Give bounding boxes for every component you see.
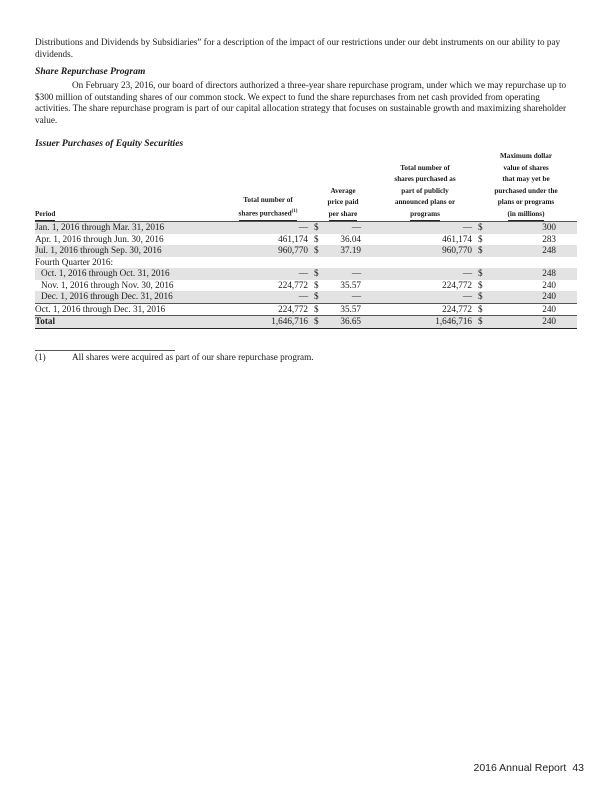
table-row bbox=[35, 222, 577, 234]
page-footer bbox=[473, 762, 584, 774]
row-currency: $ bbox=[475, 245, 489, 257]
row-max-value: 240 bbox=[489, 291, 577, 303]
row-shares: 224,772 bbox=[278, 279, 308, 290]
row-max-value: 240 bbox=[489, 316, 577, 329]
table-header-row bbox=[35, 151, 577, 222]
row-plan-shares bbox=[375, 257, 475, 269]
row-shares: — bbox=[225, 291, 311, 303]
issuer-purchases-heading: Issuer Purchases of Equity Securities bbox=[35, 138, 184, 149]
row-period: Oct. 1, 2016 through Oct. 31, 2016 bbox=[35, 268, 225, 280]
row-shares: — bbox=[225, 268, 311, 280]
page-number: 43 bbox=[572, 762, 584, 774]
header-max-value: Maximum dollar value of shares that may yet be purchased under the plans or programs (in millions) bbox=[475, 151, 577, 222]
row-avg-price: — bbox=[325, 268, 375, 280]
table-row bbox=[35, 291, 577, 303]
row-currency: $ bbox=[475, 303, 489, 316]
row-currency: $ bbox=[478, 279, 483, 290]
row-shares: 960,770 bbox=[225, 245, 311, 257]
row-period: Total bbox=[35, 316, 225, 329]
row-max-value: 248 bbox=[489, 268, 577, 280]
row-period: Fourth Quarter 2016: bbox=[35, 256, 114, 267]
row-shares bbox=[225, 257, 311, 269]
table-row bbox=[35, 245, 577, 257]
row-currency: $ bbox=[311, 291, 325, 303]
row-currency bbox=[311, 257, 325, 269]
row-shares: 224,772 bbox=[225, 303, 311, 316]
row-currency: $ bbox=[311, 316, 325, 329]
share-repurchase-heading: Share Repurchase Program bbox=[35, 66, 146, 77]
row-currency: $ bbox=[311, 222, 325, 234]
share-repurchase-paragraph: On February 23, 2016, our board of directors authorized a three-year share repurchase program, under which we may repurchase up to $300 million of outstanding shares of our common stock. We expect to fund the share repurchases from net cash provided from operating activities. The share repurchase program is part of our capital allocation strategy that focuses on sustainable growth and maximizing shareholder value. bbox=[35, 80, 567, 125]
row-currency: $ bbox=[478, 233, 483, 244]
footnote-mark: (1) bbox=[35, 352, 46, 362]
row-max-value: 240 bbox=[489, 303, 577, 316]
row-avg-price: — bbox=[325, 291, 375, 303]
row-plan-shares: — bbox=[375, 268, 475, 280]
row-avg-price: 35.57 bbox=[340, 279, 362, 290]
row-max-value: 248 bbox=[489, 245, 577, 257]
row-period: Nov. 1, 2016 through Nov. 30, 2016 bbox=[41, 279, 174, 290]
row-avg-price: 36.65 bbox=[325, 316, 375, 329]
row-max-value bbox=[489, 257, 577, 269]
header-avg-price: Average price paid per share bbox=[311, 151, 375, 222]
row-currency: $ bbox=[311, 245, 325, 257]
table-row bbox=[35, 303, 577, 316]
row-plan-shares: 224,772 bbox=[375, 303, 475, 316]
row-period: Jan. 1, 2016 through Mar. 31, 2016 bbox=[35, 222, 225, 234]
row-period: Oct. 1, 2016 through Dec. 31, 2016 bbox=[35, 303, 225, 316]
row-plan-shares: 960,770 bbox=[375, 245, 475, 257]
row-shares: 1,646,716 bbox=[225, 316, 311, 329]
footnote bbox=[35, 352, 314, 362]
row-plan-shares: 224,772 bbox=[442, 279, 473, 290]
row-avg-price: — bbox=[325, 222, 375, 234]
row-currency: $ bbox=[314, 279, 319, 290]
row-period: Dec. 1, 2016 through Dec. 31, 2016 bbox=[35, 291, 225, 303]
row-currency: $ bbox=[311, 303, 325, 316]
row-max-value: 300 bbox=[489, 222, 577, 234]
intro-paragraph: Distributions and Dividends by Subsidiaries” for a description of the impact of our restrictions under our debt instruments on our ability to pay dividends. bbox=[35, 37, 561, 59]
row-avg-price: 35.57 bbox=[325, 303, 375, 316]
row-currency: $ bbox=[314, 233, 319, 244]
header-plan-shares: Total number of shares purchased as part of publicly announced plans or programs bbox=[375, 151, 475, 222]
footnote-text: All shares were acquired as part of our share repurchase program. bbox=[72, 352, 314, 362]
row-plan-shares: 1,646,716 bbox=[375, 316, 475, 329]
row-shares: 461,174 bbox=[278, 233, 308, 244]
row-max-value: 240 bbox=[542, 279, 557, 290]
row-avg-price: 37.19 bbox=[325, 245, 375, 257]
header-total-shares: Total number of shares purchased$^{(1)}$ bbox=[225, 151, 311, 222]
row-currency: $ bbox=[311, 268, 325, 280]
table-row bbox=[35, 234, 577, 246]
row-plan-shares: 461,174 bbox=[442, 233, 473, 244]
row-currency: $ bbox=[475, 222, 489, 234]
row-currency: $ bbox=[475, 316, 489, 329]
row-max-value: 283 bbox=[542, 233, 557, 244]
row-currency: $ bbox=[475, 291, 489, 303]
footer-report-title: 2016 Annual Report bbox=[473, 762, 567, 774]
row-avg-price: 36.04 bbox=[340, 233, 362, 244]
row-currency bbox=[475, 257, 489, 269]
table-row bbox=[35, 257, 577, 269]
table-total-row bbox=[35, 316, 577, 329]
row-plan-shares: — bbox=[375, 222, 475, 234]
row-period: Apr. 1, 2016 through Jun. 30, 2016 bbox=[35, 233, 164, 244]
row-plan-shares: — bbox=[375, 291, 475, 303]
table-row bbox=[35, 280, 577, 292]
header-period: Period bbox=[35, 151, 225, 222]
row-currency: $ bbox=[475, 268, 489, 280]
table-row bbox=[35, 268, 577, 280]
row-avg-price bbox=[325, 257, 375, 269]
issuer-purchases-table bbox=[35, 151, 577, 329]
row-shares: — bbox=[225, 222, 311, 234]
footnote-divider bbox=[35, 350, 175, 351]
row-period: Jul. 1, 2016 through Sep. 30, 2016 bbox=[35, 245, 225, 257]
